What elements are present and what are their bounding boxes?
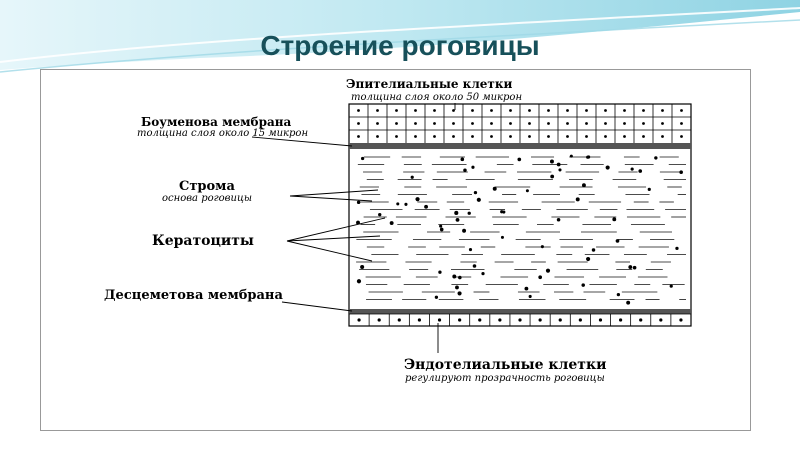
epithelium-label: Эпителиальные клетки xyxy=(346,77,513,91)
bowman-note: толщина слоя около 15 микрон xyxy=(137,128,309,139)
stroma-label: Строма xyxy=(179,179,235,194)
slide-title: Строение роговицы xyxy=(260,30,540,61)
bowman-membrane-band xyxy=(349,143,691,149)
epithelium-note: толщина слоя около 50 микрон xyxy=(351,92,523,103)
descemet-membrane-band xyxy=(349,309,691,314)
endothelium-note: регулируют прозрачность роговицы xyxy=(405,373,605,384)
cornea-layers xyxy=(349,104,691,326)
stroma-note: основа роговицы xyxy=(162,193,253,204)
endothelium-label: Эндотелиальные клетки xyxy=(404,357,607,373)
bowman-label: Боуменова мембрана xyxy=(141,115,292,129)
descemet-label: Десцеметова мембрана xyxy=(104,288,283,303)
keratocytes-label: Кератоциты xyxy=(152,233,254,249)
